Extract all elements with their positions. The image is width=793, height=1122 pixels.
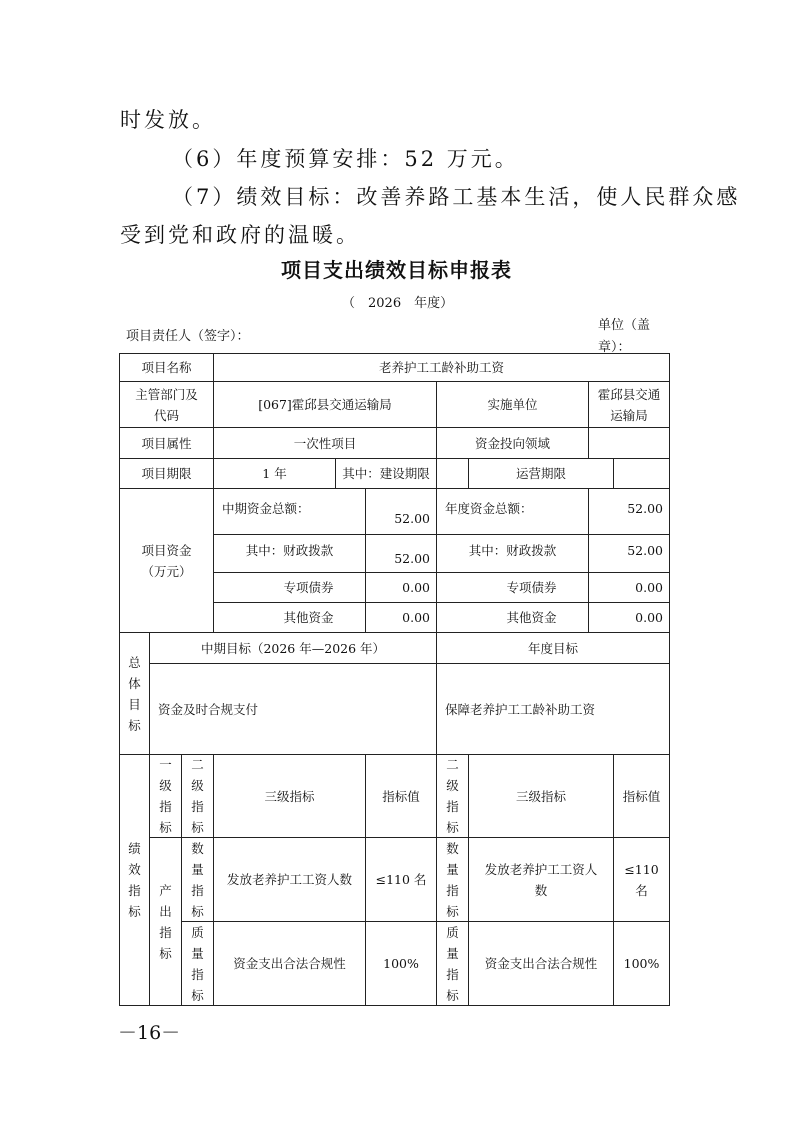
- text: 代码: [153, 407, 179, 423]
- value-cell: 0.00: [365, 572, 437, 603]
- label-cell: [119, 488, 214, 633]
- indicator-cell: [468, 837, 614, 922]
- unit-seal: 章）：: [598, 340, 631, 355]
- text: 绩: [128, 841, 141, 856]
- unit-seal: 单位（盖: [598, 318, 651, 333]
- value-cell: [588, 427, 670, 459]
- body-line: 时发放。: [120, 108, 216, 132]
- value-cell: 52.00: [365, 488, 437, 535]
- value-cell: 老养护工工龄补助工资: [213, 353, 670, 382]
- text: 指: [159, 924, 172, 940]
- label-cell: 项目属性: [119, 427, 214, 459]
- indicator-cell: 资金支出合法合规性: [213, 921, 366, 1006]
- header-cell: 三级指标: [213, 754, 366, 838]
- text: 指: [191, 966, 204, 982]
- text: 质: [191, 924, 204, 940]
- label-cell: 实施单位: [436, 381, 589, 428]
- text: 二: [191, 757, 204, 772]
- indicator-value: ≤110 名: [365, 837, 437, 922]
- value-cell: 52.00: [588, 534, 670, 573]
- text: 数: [191, 840, 204, 856]
- text: 标: [191, 903, 204, 919]
- text: 发放老养护工工资人: [484, 861, 598, 877]
- responsible-label: 项目责任人（签字）：: [126, 329, 250, 344]
- label-cell: 运营期限: [468, 458, 614, 489]
- indicator-cell: 资金支出合法合规性: [468, 921, 614, 1006]
- label-cell: 其中：建设期限: [335, 458, 437, 489]
- text: 数: [534, 882, 548, 898]
- qty-label: [436, 837, 469, 922]
- text: 指: [191, 799, 204, 814]
- mid-goal: 资金及时合规支付: [149, 663, 437, 755]
- text: 标: [191, 987, 204, 1003]
- label-cell: 其他资金: [213, 602, 366, 633]
- value-cell: [613, 458, 670, 489]
- qual-label: [181, 921, 214, 1006]
- header-cell: [436, 754, 469, 838]
- value-cell: 0.00: [365, 602, 437, 633]
- text: 效: [128, 862, 141, 877]
- text: 产: [159, 882, 172, 898]
- label-cell: 项目期限: [119, 458, 214, 489]
- form-year: （ 2026 年度）: [342, 296, 454, 311]
- text: 指: [446, 799, 459, 814]
- value-cell: 0.00: [588, 572, 670, 603]
- indicator-value: 100%: [365, 921, 437, 1006]
- text: 级: [159, 778, 172, 793]
- body-line: 受到党和政府的温暖。: [120, 223, 360, 247]
- value-cell: [067]霍邱县交通运输局: [213, 381, 437, 428]
- year-goal: 保障老养护工工龄补助工资: [436, 663, 670, 755]
- text: 标: [446, 987, 459, 1003]
- text: 体: [128, 675, 141, 691]
- text: 质: [446, 924, 459, 940]
- text: 名: [635, 882, 648, 898]
- label-cell: 其中：财政拨款: [436, 534, 589, 573]
- value-cell: 一次性项目: [213, 427, 437, 459]
- label-cell: 专项债券: [436, 572, 589, 603]
- text: 标: [128, 904, 141, 919]
- text: 标: [446, 903, 459, 919]
- output-label: [149, 837, 182, 1006]
- header-cell: 年度目标: [436, 632, 670, 664]
- text: 项目资金: [141, 542, 192, 558]
- header-cell: 指标值: [365, 754, 437, 838]
- header-cell: 中期目标（2026 年—2026 年）: [149, 632, 437, 664]
- header-cell: 三级指标: [468, 754, 614, 838]
- text: 标: [446, 820, 459, 835]
- text: 目: [128, 696, 141, 712]
- goal-label: [119, 632, 150, 755]
- text: 指: [159, 799, 172, 814]
- form-title: 项目支出绩效目标申报表: [281, 258, 512, 282]
- text: 二: [446, 757, 459, 772]
- text: ≤110: [624, 861, 659, 877]
- text: 标: [159, 820, 172, 835]
- indicator-value: 100%: [613, 921, 670, 1006]
- text: 指: [191, 882, 204, 898]
- text: 霍邱县交通: [597, 386, 661, 402]
- body-line: （7）绩效目标：改善养路工基本生活，使人民群众感: [172, 185, 741, 209]
- text: 量: [446, 945, 459, 961]
- text: 指: [446, 966, 459, 982]
- header-cell: [149, 754, 182, 838]
- header-cell: [181, 754, 214, 838]
- text: 标: [128, 717, 141, 733]
- text: 级: [191, 778, 204, 793]
- value-cell: 52.00: [365, 534, 437, 573]
- label-cell: 其他资金: [436, 602, 589, 633]
- indicator-cell: 发放老养护工工资人数: [213, 837, 366, 922]
- text: 量: [446, 861, 459, 877]
- text: （万元）: [141, 563, 192, 579]
- value-cell: 0.00: [588, 602, 670, 633]
- page-number: －16－: [118, 1022, 181, 1044]
- text: 出: [159, 903, 172, 919]
- label-cell: 年度资金总额：: [436, 488, 589, 535]
- label-cell: 中期资金总额：: [213, 488, 366, 535]
- text: 级: [446, 778, 459, 793]
- text: 主管部门及: [135, 386, 198, 402]
- text: 标: [159, 945, 172, 961]
- label-cell: 专项债券: [213, 572, 366, 603]
- indicator-value: [613, 837, 670, 922]
- text: 指: [128, 883, 141, 898]
- text: 标: [191, 820, 204, 835]
- value-cell: [588, 381, 670, 428]
- text: 总: [128, 654, 141, 670]
- label-cell: [119, 381, 214, 428]
- text: 指: [446, 882, 459, 898]
- text: 数: [446, 840, 459, 856]
- text: 量: [191, 945, 204, 961]
- value-cell: 52.00: [588, 488, 670, 535]
- qual-label: [436, 921, 469, 1006]
- body-line: （6）年度预算安排：52 万元。: [172, 147, 519, 171]
- text: 运输局: [610, 407, 648, 423]
- text: 量: [191, 861, 204, 877]
- label-cell: 其中：财政拨款: [213, 534, 366, 573]
- text: 一: [159, 757, 172, 772]
- header-cell: 指标值: [613, 754, 670, 838]
- label-cell: 项目名称: [119, 353, 214, 382]
- value-cell: [436, 458, 469, 489]
- value-cell: 1 年: [213, 458, 336, 489]
- label-cell: 资金投向领域: [436, 427, 589, 459]
- perf-label: [119, 754, 150, 1006]
- qty-label: [181, 837, 214, 922]
